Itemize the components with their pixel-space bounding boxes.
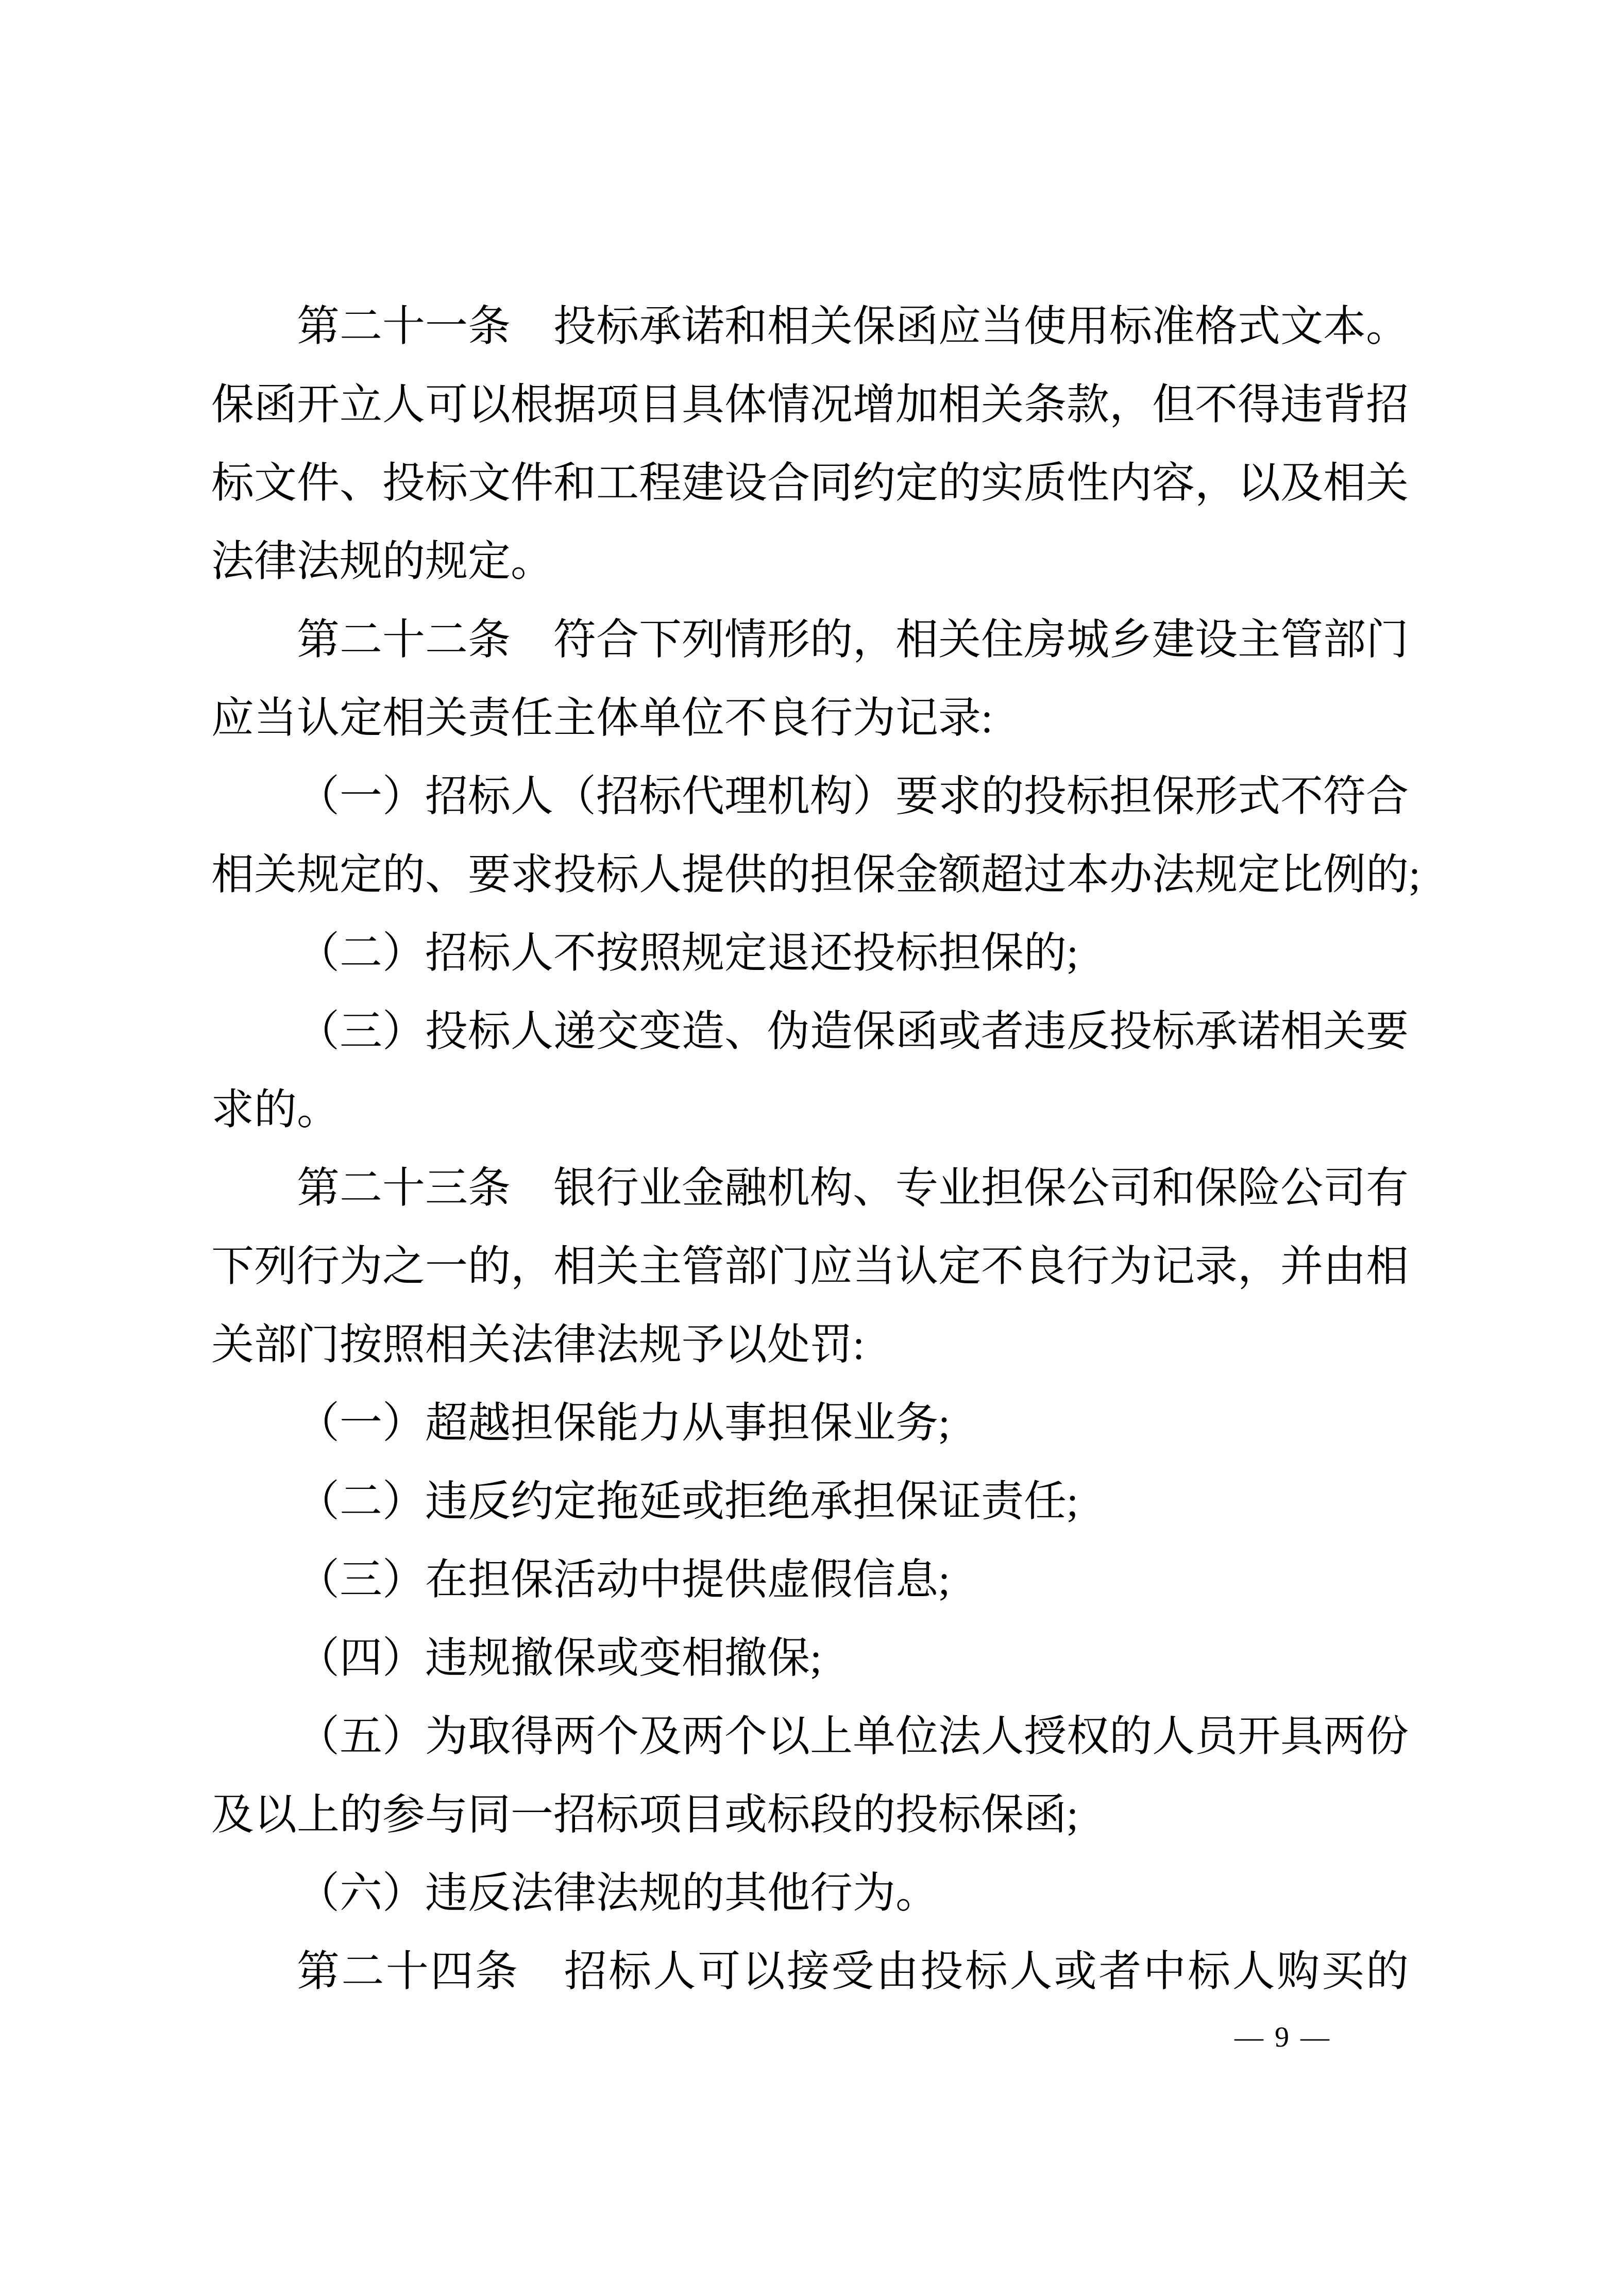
text-line: （三）在担保活动中提供虚假信息; (297, 1556, 951, 1603)
text-line: 第二十三条 银行业金融机构、专业担保公司和保险公司有 (297, 1164, 1409, 1212)
text-line: 求的。 (211, 1086, 340, 1133)
text-line: （一）超越担保能力从事担保业务; (297, 1399, 951, 1447)
text-line: （二）招标人不按照规定退还投标担保的; (297, 929, 1079, 977)
text-line: 下列行为之一的，相关主管部门应当认定不良行为记录，并由相 (211, 1243, 1409, 1290)
text-line: 相关规定的、要求投标人提供的担保金额超过本办法规定比例的; (211, 851, 1421, 898)
text-line: （四）违规撤保或变相撤保; (297, 1634, 822, 1682)
text-line: 第二十一条 投标承诺和相关保函应当使用标准格式文本。 (297, 303, 1409, 350)
text-line: （五）为取得两个及两个以上单位法人授权的人员开具两份 (297, 1713, 1409, 1760)
text-line: 关部门按照相关法律法规予以处罚: (211, 1321, 865, 1368)
text-line: （一）招标人（招标代理机构）要求的投标担保形式不符合 (297, 773, 1409, 820)
text-line: 保函开立人可以根据项目具体情况增加相关条款，但不得违背招 (211, 381, 1409, 428)
text-line: 及以上的参与同一招标项目或标段的投标保函; (211, 1791, 1079, 1838)
page-number: — 9 — (1235, 2021, 1331, 2053)
text-line: （六）违反法律法规的其他行为。 (297, 1869, 938, 1917)
text-line: 应当认定相关责任主体单位不良行为记录: (211, 694, 993, 742)
text-line: 第二十四条 招标人可以接受由投标人或者中标人购买的 (297, 1948, 1409, 1995)
text-line: （三）投标人递交变造、伪造保函或者违反投标承诺相关要 (297, 1008, 1409, 1055)
text-line: 标文件、投标文件和工程建设合同约定的实质性内容，以及相关 (211, 459, 1409, 507)
text-line: 第二十二条 符合下列情形的，相关住房城乡建设主管部门 (297, 616, 1409, 663)
text-line: 法律法规的规定。 (211, 538, 553, 585)
document-text (211, 287, 1421, 2053)
text-line: （二）违反约定拖延或拒绝承担保证责任; (297, 1478, 1079, 1525)
